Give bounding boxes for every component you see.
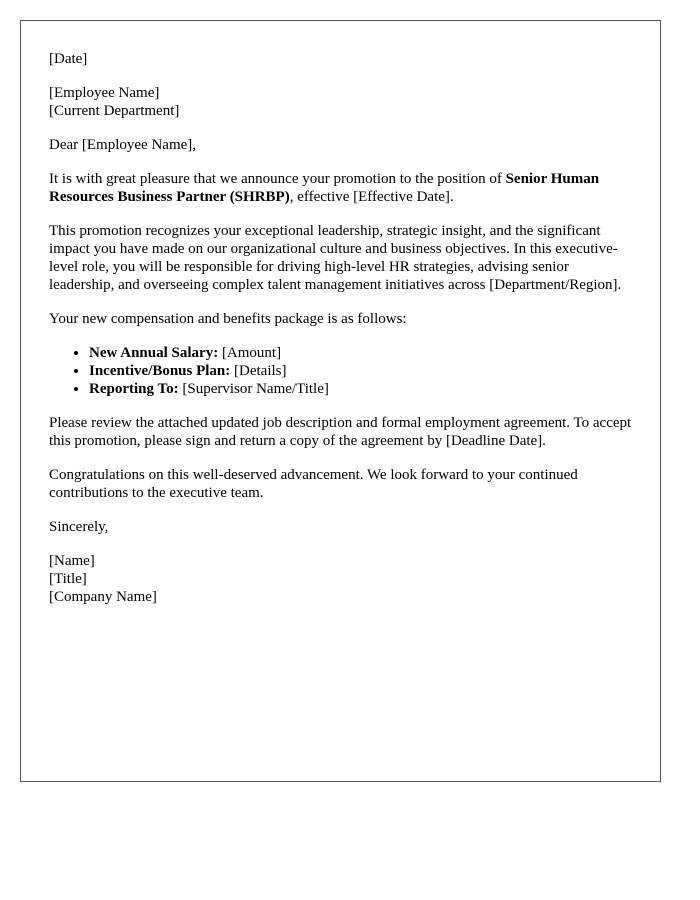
recipient-name: [Employee Name] [49, 85, 160, 101]
promotion-letter [20, 20, 661, 782]
item-value: [Details] [230, 363, 287, 379]
item-label: New Annual Salary: [89, 345, 219, 361]
signature-block [49, 552, 632, 606]
intro-paragraph [49, 170, 632, 206]
recipient-block [49, 84, 632, 120]
intro-after: , effective [Effective Date]. [289, 189, 454, 205]
list-item [89, 344, 632, 362]
signer-name: [Name] [49, 553, 95, 569]
item-value: [Amount] [218, 345, 282, 361]
salutation: Dear [Employee Name], [49, 137, 197, 153]
recipient-department: [Current Department] [49, 103, 180, 119]
package-list [49, 344, 632, 398]
list-item [89, 380, 632, 398]
intro-before: It is with great pleasure that we announce your promotion to the position of [49, 171, 506, 187]
item-label: Incentive/Bonus Plan: [89, 363, 231, 379]
closing: Sincerely, [49, 519, 109, 535]
package-intro: Your new compensation and benefits package is as follows: [49, 311, 407, 327]
company-name: [Company Name] [49, 589, 157, 605]
signer-title: [Title] [49, 571, 87, 587]
review-paragraph: Please review the attached updated job description and formal employment agreement. To accept this promotion, please sign and return a copy of the agreement by [Deadline Date]. [49, 415, 632, 449]
item-value: [Supervisor Name/Title] [178, 381, 329, 397]
recognition-paragraph: This promotion recognizes your exceptional leadership, strategic insight, and the significant impact you have made on our organizational culture and business objectives. In this executive-level role, you will be responsible for driving high-level HR strategies, advising senior leadership, and overseeing complex talent management initiatives across [Department/Region]. [49, 223, 622, 293]
letter-date: [Date] [49, 51, 88, 67]
position-title: Senior Human Resources Business Partner (SHRBP) [49, 171, 600, 205]
congratulations-paragraph: Congratulations on this well-deserved advancement. We look forward to your continued contributions to the executive team. [49, 467, 578, 501]
item-label: Reporting To: [89, 381, 179, 397]
list-item [89, 362, 632, 380]
